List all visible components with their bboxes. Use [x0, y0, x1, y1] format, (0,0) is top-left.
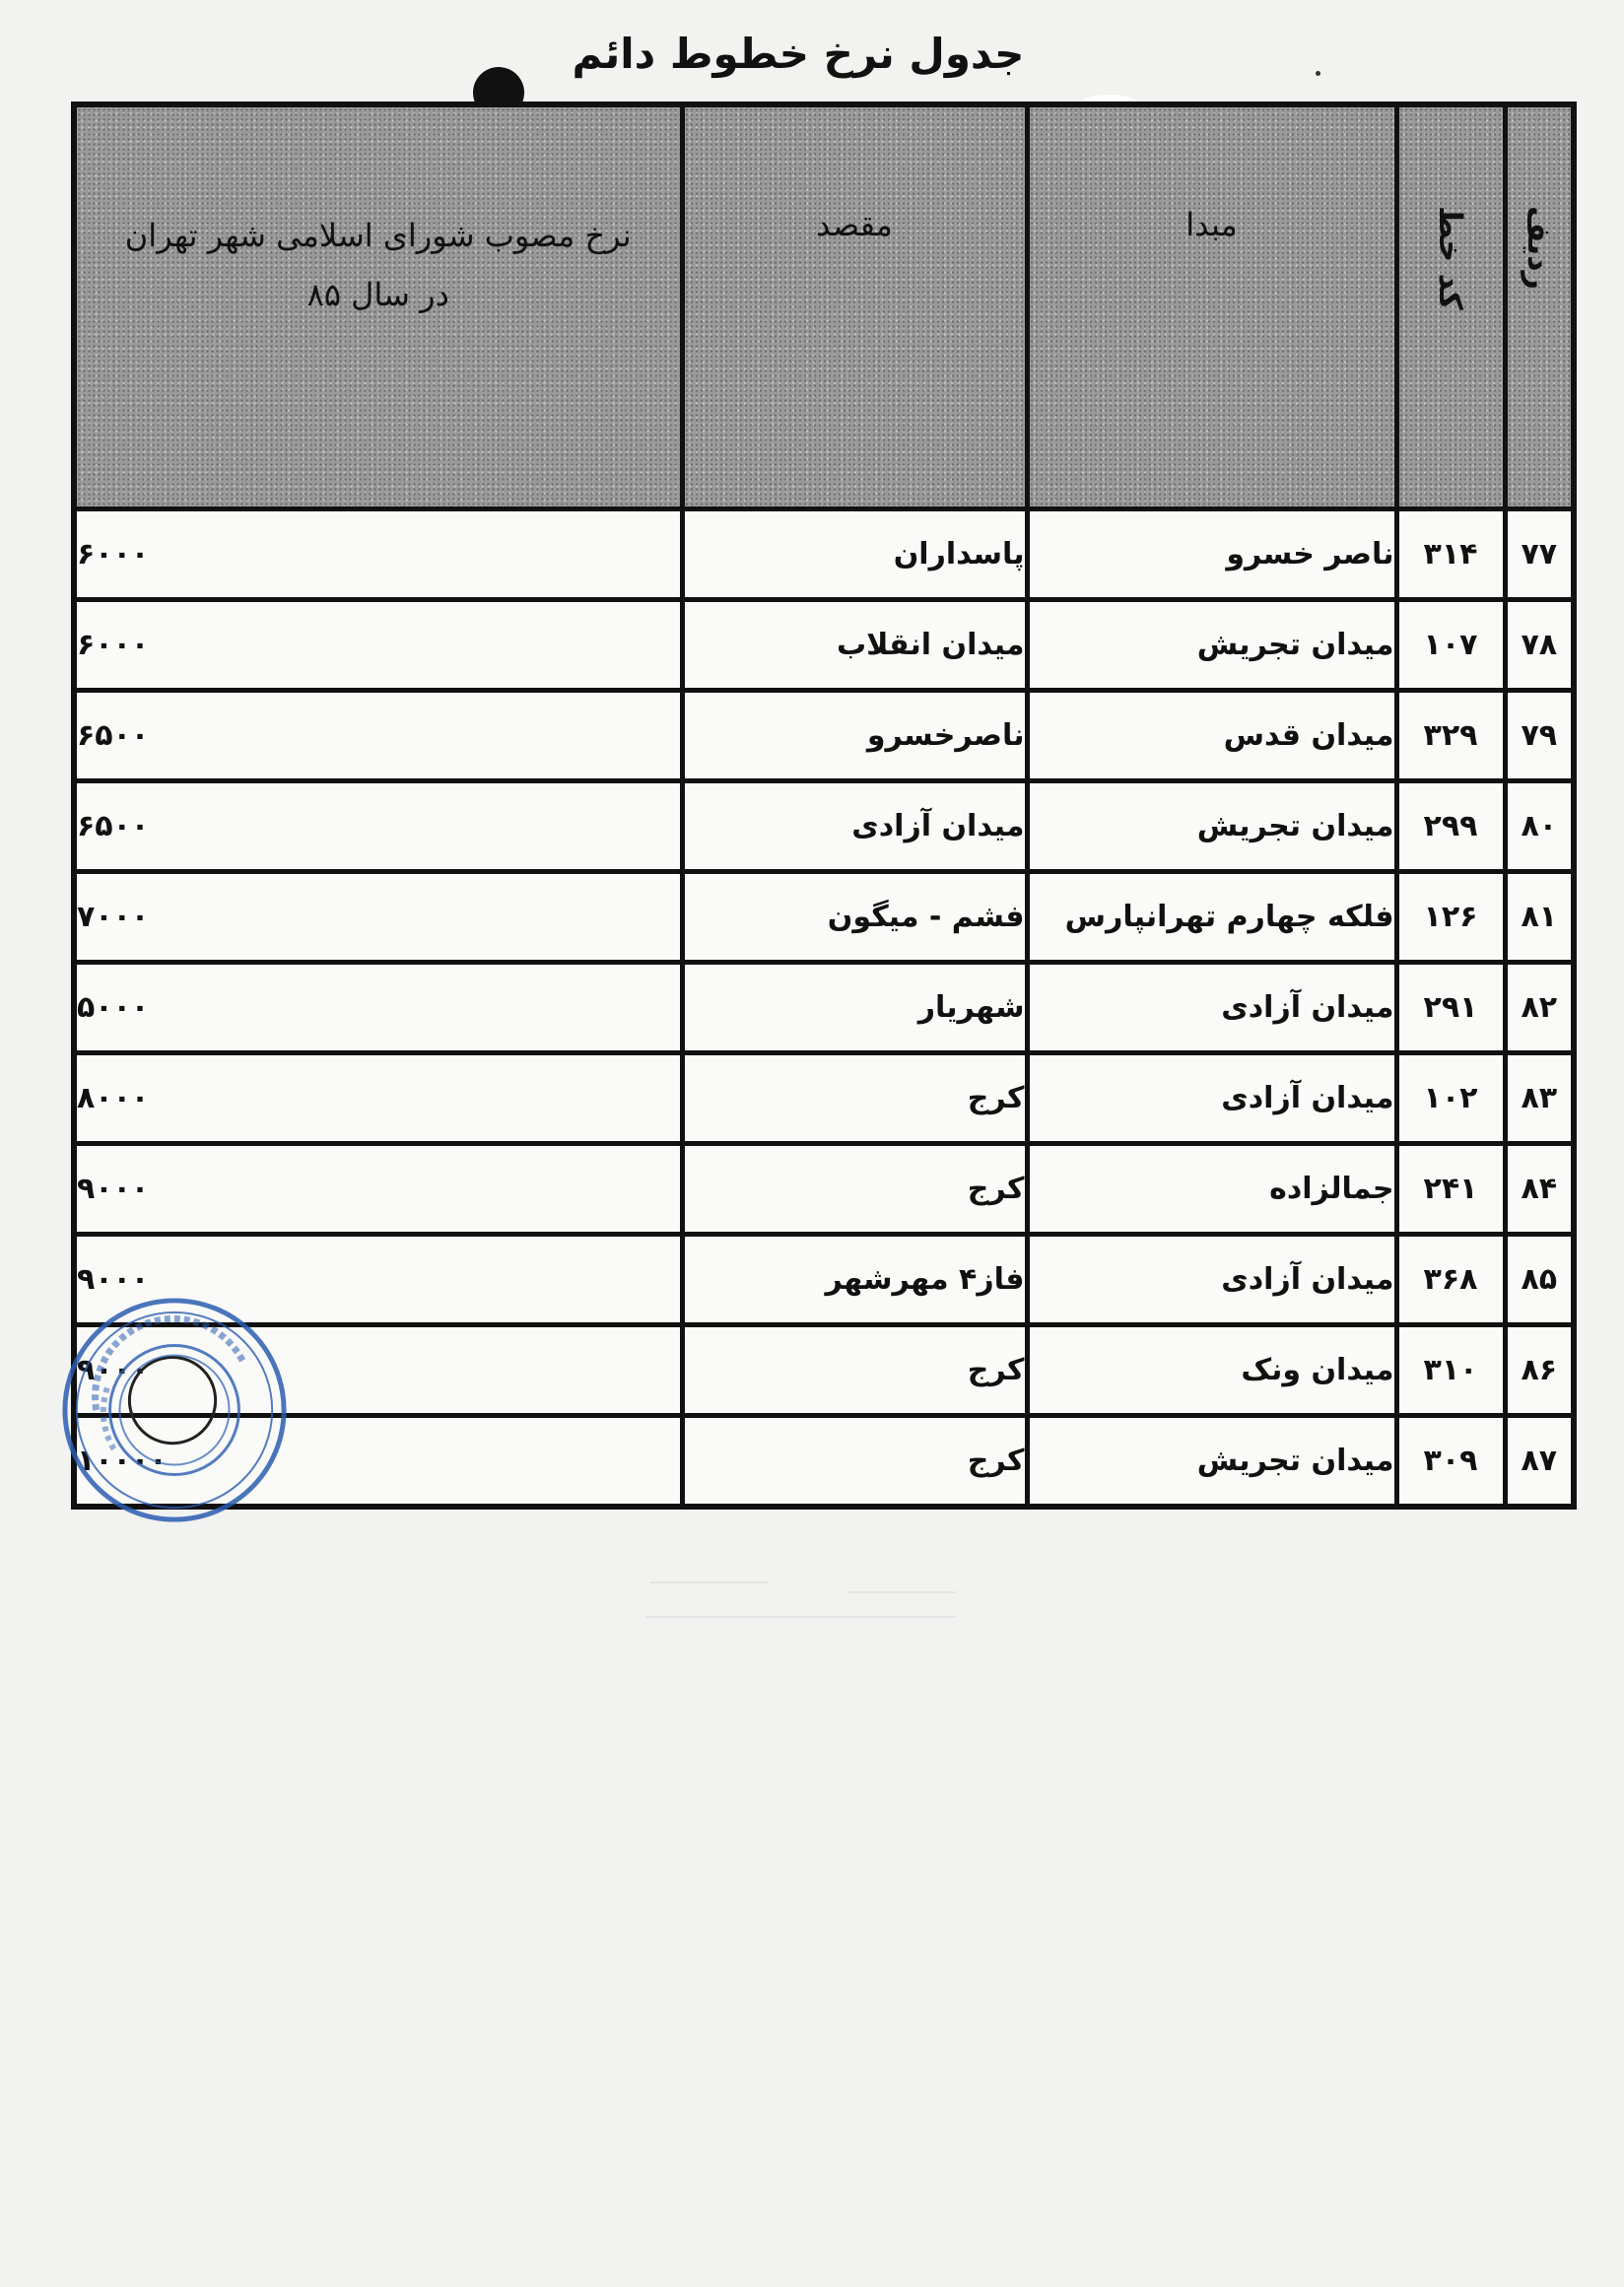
row-number: ۸۲: [1505, 963, 1574, 1053]
header-rate-line2: در سال ۸۵: [306, 276, 449, 313]
origin: جمالزاده: [1027, 1144, 1396, 1235]
table-row: [74, 509, 1574, 600]
rate: ۶۵۰۰: [74, 691, 682, 781]
table-row: [74, 1235, 1574, 1325]
faint-mark: [847, 1591, 956, 1593]
rate: ۱۰۰۰۰: [74, 1416, 682, 1508]
header-row-number: ردیف: [1505, 104, 1574, 509]
origin: میدان ونک: [1027, 1325, 1396, 1416]
destination: میدان آزادی: [682, 781, 1027, 872]
row-number: ۷۷: [1505, 509, 1574, 600]
table-row: [74, 691, 1574, 781]
origin: میدان تجریش: [1027, 600, 1396, 691]
rate: ۶۰۰۰: [74, 509, 682, 600]
origin: میدان تجریش: [1027, 781, 1396, 872]
header-destination: مقصد: [682, 104, 1027, 509]
line-code: ۳۶۸: [1396, 1235, 1505, 1325]
table-row: [74, 1325, 1574, 1416]
destination: فشم - میگون: [682, 872, 1027, 963]
row-number: ۸۷: [1505, 1416, 1574, 1508]
destination: کرج: [682, 1416, 1027, 1508]
header-origin: مبدا: [1027, 104, 1396, 509]
origin: میدان آزادی: [1027, 1235, 1396, 1325]
line-code: ۳۲۹: [1396, 691, 1505, 781]
destination: کرج: [682, 1053, 1027, 1144]
row-number: ۸۶: [1505, 1325, 1574, 1416]
rate: ۹۰۰۰: [74, 1144, 682, 1235]
rate: ۷۰۰۰: [74, 872, 682, 963]
faint-mark: [650, 1581, 769, 1583]
destination: شهریار: [682, 963, 1027, 1053]
official-stamp: [57, 1293, 292, 1527]
origin: فلکه چهارم تهرانپارس: [1027, 872, 1396, 963]
rate: ۵۰۰۰: [74, 963, 682, 1053]
line-code: ۳۱۰: [1396, 1325, 1505, 1416]
rate: ۹۰۰۰: [74, 1235, 682, 1325]
row-number: ۸۴: [1505, 1144, 1574, 1235]
row-number: ۸۰: [1505, 781, 1574, 872]
header-rate: [74, 104, 682, 509]
destination: ناصرخسرو: [682, 691, 1027, 781]
line-code: ۱۰۲: [1396, 1053, 1505, 1144]
table-row: [74, 781, 1574, 872]
table-row: [74, 963, 1574, 1053]
row-number: ۷۸: [1505, 600, 1574, 691]
rate: ۹۰۰۰: [74, 1325, 682, 1416]
rate: ۸۰۰۰: [74, 1053, 682, 1144]
table-row: [74, 1053, 1574, 1144]
row-number: ۸۵: [1505, 1235, 1574, 1325]
line-code: ۱۲۶: [1396, 872, 1505, 963]
faint-mark: [645, 1616, 956, 1618]
origin: میدان تجریش: [1027, 1416, 1396, 1508]
row-number: ۸۱: [1505, 872, 1574, 963]
origin: میدان قدس: [1027, 691, 1396, 781]
rate: ۶۰۰۰: [74, 600, 682, 691]
rate: ۶۵۰۰: [74, 781, 682, 872]
row-number: ۸۳: [1505, 1053, 1574, 1144]
line-code: ۳۰۹: [1396, 1416, 1505, 1508]
page-title: جدول نرخ خطوط دائم: [572, 30, 1025, 78]
line-code: ۲۹۹: [1396, 781, 1505, 872]
origin: میدان آزادی: [1027, 963, 1396, 1053]
destination: کرج: [682, 1325, 1027, 1416]
origin: میدان آزادی: [1027, 1053, 1396, 1144]
destination: پاسداران: [682, 509, 1027, 600]
table-row: [74, 872, 1574, 963]
header-line-code: کد خط: [1396, 104, 1505, 509]
table-row: [74, 1144, 1574, 1235]
origin: ناصر خسرو: [1027, 509, 1396, 600]
table-row: [74, 600, 1574, 691]
line-code: ۲۹۱: [1396, 963, 1505, 1053]
speck: [1316, 71, 1320, 76]
header-row: [74, 104, 1574, 509]
destination: فاز۴ مهرشهر: [682, 1235, 1027, 1325]
header-rate-line1: نرخ مصوب شورای اسلامی شهر تهران: [124, 217, 632, 254]
destination: کرج: [682, 1144, 1027, 1235]
destination: میدان انقلاب: [682, 600, 1027, 691]
line-code: ۱۰۷: [1396, 600, 1505, 691]
line-code: ۳۱۴: [1396, 509, 1505, 600]
row-number: ۷۹: [1505, 691, 1574, 781]
line-code: ۲۴۱: [1396, 1144, 1505, 1235]
rates-table: [71, 101, 1577, 1510]
table-row: [74, 1416, 1574, 1508]
